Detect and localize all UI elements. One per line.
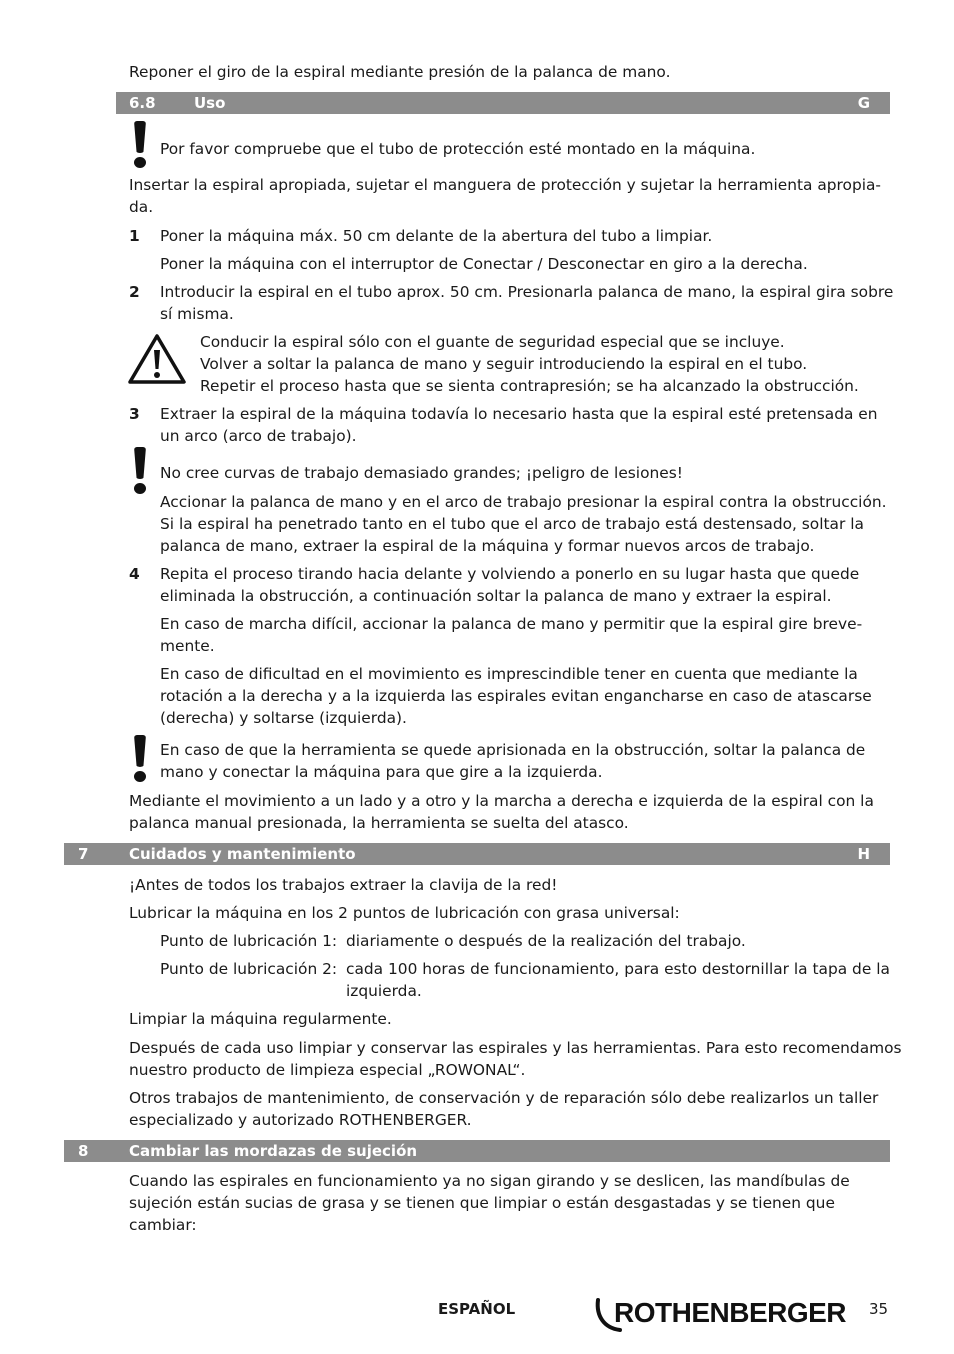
paragraph — [129, 174, 889, 218]
step-text — [160, 403, 890, 447]
paragraph-line: Insertar la espiral apropiada, sujetar el manguera de protección y sujetar la herramienta apropia- — [129, 176, 881, 194]
paragraph — [129, 790, 889, 834]
lubrication-point-2 — [160, 958, 890, 980]
note-text: No cree curvas de trabajo demasiado grandes; ¡peligro de lesiones! — [160, 464, 683, 482]
step-text: Poner la máquina con el interruptor de Conectar / Desconectar en giro a la derecha. — [160, 255, 808, 273]
paragraph-line: (derecha) y soltarse (izquierda). — [160, 709, 407, 727]
paragraph-line: Si la espiral ha penetrado tanto en el tubo que el arco de trabajo está destensado, soltar la — [160, 515, 864, 533]
paragraph: Limpiar la máquina regularmente. — [129, 1010, 392, 1028]
lubrication-label: Punto de lubricación 2: — [160, 960, 338, 978]
section-title: Uso — [194, 94, 226, 112]
section-number: 6.8 — [129, 94, 156, 112]
paragraph: ¡Antes de todos los trabajos extraer la clavija de la red! — [129, 876, 558, 894]
step-line: eliminada la obstrucción, a continuación soltar la palanca de mano y extraer la espiral. — [160, 587, 832, 605]
warning-line: Volver a soltar la palanca de mano y seguir introduciendo la espiral en el tubo. — [200, 355, 808, 373]
paragraph — [160, 663, 890, 729]
paragraph-line: palanca manual presionada, la herramienta se suelta del atasco. — [129, 814, 629, 832]
lubrication-text: cada 100 horas de funcionamiento, para esto destornillar la tapa de la — [346, 960, 890, 978]
paragraph-line: especializado y autorizado ROTHENBERGER. — [129, 1111, 472, 1129]
paragraph-line: Accionar la palanca de mano y en el arco de trabajo presionar la espiral contra la obstrucción. — [160, 493, 887, 511]
lubrication-text: diariamente o después de la realización del trabajo. — [346, 932, 746, 950]
step-line: un arco (arco de trabajo). — [160, 427, 357, 445]
lubrication-text-cont: izquierda. — [346, 982, 422, 1000]
section-title: Cuidados y mantenimiento — [129, 845, 356, 863]
paragraph-line: palanca de mano, extraer la espiral de la máquina y formar nuevos arcos de trabajo. — [160, 537, 815, 555]
paragraph-line: En caso de dificultad en el movimiento es imprescindible tener en cuenta que mediante la — [160, 665, 858, 683]
step-text — [160, 563, 890, 607]
section-number: 7 — [78, 845, 89, 863]
step-text: Poner la máquina máx. 50 cm delante de la abertura del tubo a limpiar. — [160, 227, 713, 245]
warning-line: Repetir el proceso hasta que se sienta contrapresión; se ha alcanzado la obstrucción. — [200, 377, 859, 395]
step-line: Extraer la espiral de la máquina todavía lo necesario hasta que la espiral esté pretensada en — [160, 405, 878, 423]
section-header-7 — [64, 843, 890, 865]
paragraph-line: nuestro producto de limpieza especial „ROWONAL“. — [129, 1061, 526, 1079]
step-line: sí misma. — [160, 305, 234, 323]
page-number: 35 — [869, 1300, 889, 1318]
intro-text: Reponer el giro de la espiral mediante presión de la palanca de mano. — [129, 63, 671, 81]
step-line: Repita el proceso tirando hacia delante y volviendo a ponerlo en su lugar hasta que quede — [160, 565, 860, 583]
section-title: Cambiar las mordazas de sujeción — [129, 1142, 418, 1160]
paragraph — [129, 1037, 902, 1081]
paragraph — [129, 1170, 889, 1236]
paragraph-line: sujeción están sucias de grasa y se tienen que limpiar o están desgastadas y se tienen que — [129, 1194, 835, 1212]
note-text — [160, 739, 890, 783]
paragraph-line: Cuando las espirales en funcionamiento ya no sigan girando y se deslicen, las mandíbulas de — [129, 1172, 850, 1190]
step-number: 1 — [129, 227, 140, 245]
paragraph: Lubricar la máquina en los 2 puntos de lubricación con grasa universal: — [129, 904, 680, 922]
paragraph-line: cambiar: — [129, 1216, 197, 1234]
brand-logo — [594, 1294, 847, 1334]
warning-triangle-icon — [127, 333, 187, 385]
note-text: Por favor compruebe que el tubo de protección esté montado en la máquina. — [160, 140, 756, 158]
section-header-8 — [64, 1140, 890, 1162]
paragraph — [160, 613, 890, 657]
logo-wordmark: ROTHENBERGER — [614, 1297, 847, 1328]
section-letter: H — [857, 845, 870, 863]
paragraph — [129, 1087, 889, 1131]
paragraph-line: En caso de marcha difícil, accionar la palanca de mano y permitir que la espiral gire breve- — [160, 615, 863, 633]
footer-language: ESPAÑOL — [438, 1300, 516, 1318]
paragraph-line: mente. — [160, 637, 215, 655]
step-number: 4 — [129, 565, 140, 583]
warning-line: Conducir la espiral sólo con el guante de seguridad especial que se incluye. — [200, 333, 785, 351]
paragraph-line: Después de cada uso limpiar y conservar las espirales y las herramientas. Para esto recomendamos — [129, 1039, 902, 1057]
section-header-6-8 — [116, 92, 890, 114]
lubrication-point-1 — [160, 930, 890, 952]
step-number: 2 — [129, 283, 140, 301]
paragraph-line: da. — [129, 198, 154, 216]
paragraph-line: Otros trabajos de mantenimiento, de conservación y de reparación sólo debe realizarlos un taller — [129, 1089, 879, 1107]
note-line: En caso de que la herramienta se quede aprisionada en la obstrucción, soltar la palanca de — [160, 741, 866, 759]
section-number: 8 — [78, 1142, 89, 1160]
warning-text — [200, 331, 890, 397]
paragraph-line: Mediante el movimiento a un lado y a otro y la marcha a derecha e izquierda de la espiral con la — [129, 792, 874, 810]
section-letter: G — [857, 94, 870, 112]
step-line: Introducir la espiral en el tubo aprox. 50 cm. Presionarla palanca de mano, la espiral gira sobre — [160, 283, 894, 301]
paragraph-line: rotación a la derecha y a la izquierda las espirales evitan engancharse en caso de atascarse — [160, 687, 872, 705]
note-line: mano y conectar la máquina para que gire a la izquierda. — [160, 763, 603, 781]
step-text — [160, 281, 894, 325]
lubrication-label: Punto de lubricación 1: — [160, 932, 338, 950]
paragraph — [160, 491, 890, 557]
step-number: 3 — [129, 405, 140, 423]
